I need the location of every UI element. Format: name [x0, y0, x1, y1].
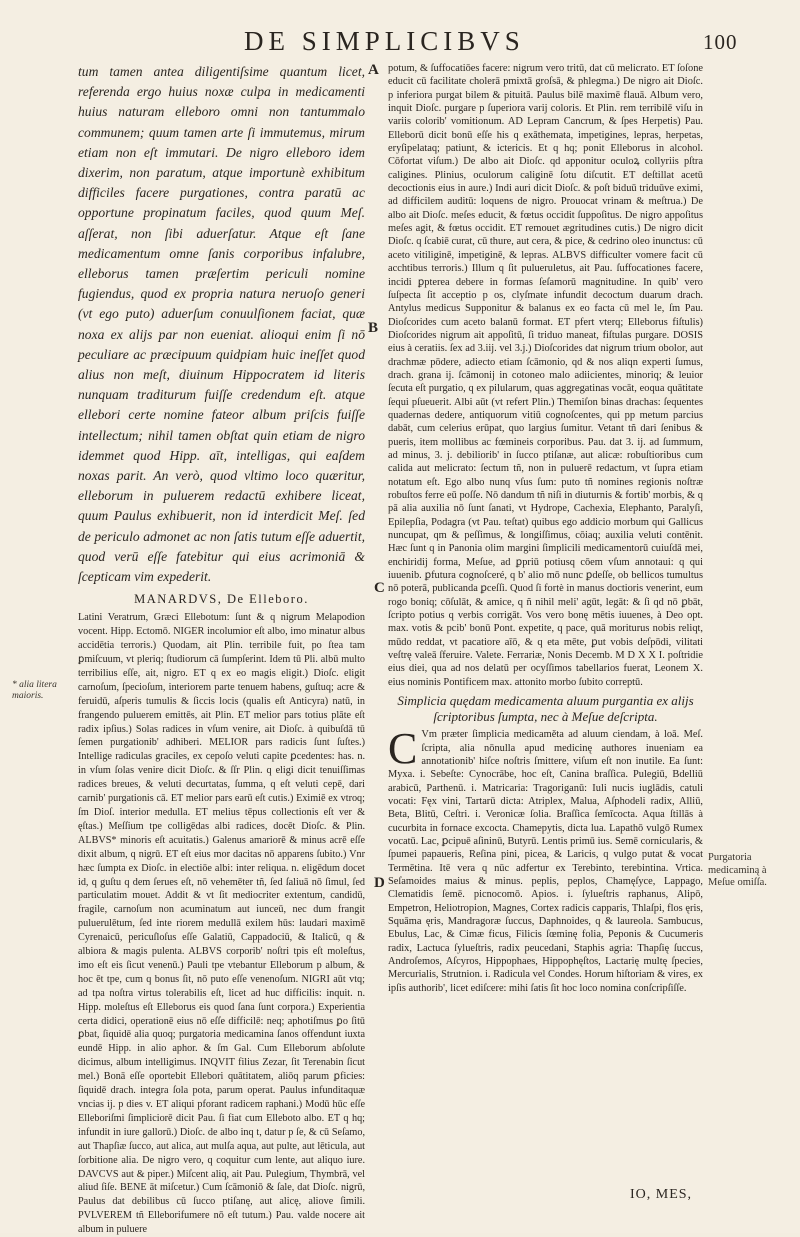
- manardus-text: [78, 611, 365, 1237]
- catchword: IO, MES,: [630, 1187, 693, 1202]
- right-text-a: [388, 62, 703, 689]
- section-title: Simplicia quędam medicamenta aluum purgantia ex alijs ſcriptoribus ſumpta, nec à Meſue deſcripta.: [397, 693, 694, 725]
- right-side-note: Purgatoria medicaminą à Meſue omiſſa.: [708, 852, 767, 888]
- margin-marker-b: B: [368, 320, 379, 336]
- page-number: 100: [703, 30, 738, 54]
- right-text-b: [388, 724, 703, 995]
- commentary-italic: tum tamen antea diligentiſsime quantum licet, referenda ergo huius noxæ culpa in medicamenti huius naturam elleboro omni non tantummalo communem; quum tamen arte ſi immutemus, mirum etiam non eſt immutari. De nigro elleboro idem dixerim, non paratum, atque importunè exhibitum difficiles facere purgationes, contra paratū ac opportune propinatum faciles, quod quum Meſ. aſſerat, non ſibi aduerſatur. Atque eſt ſane medicamentum omne ſanis corporibus infalubre, elleborus tamen præſertim periculi nomine fugiendus, quod ex propria natura neruoſo generi (vt ego puto) aduerſum conuulſionem faciat, quæ noxa ex alijs par non eueniat. alioqui enim ſi nō peculiare ac præcipuum quidpiam huic ineſſet quod alius non meſt, diuinum Hippocratem id literis nunquam traditurum fuiſſe credendum eſt. atque ellebori certe nomine fateor album priſcis fuiſſe intellectum; nihil tamen obſtat quin etiam de nigro idemmet quod Hipp. aīt, intelligas, qui eaſdem noxas parit. An verò, quod vltimo loco quæritur, elleborum in puluerem redactū exhibere liceat, quum Paulus exhibuerit, non id interdicit Meſ. ſed de periculo admonet ac non ſatis tutum eſſe aduertit, quod verū eſſe fatebitur qui eius acrimoniā & ſcepticam vim expederit.: [78, 64, 365, 585]
- margin-marker-d: D: [374, 875, 385, 891]
- margin-marker-c: C: [374, 580, 385, 596]
- left-column: [78, 62, 365, 1236]
- running-title: DE SIMPLICIBVS: [244, 26, 525, 56]
- right-paragraph-b: Vm præter ſimplicia medicaměta ad aluum ciendam, à loā. Meſ. ſcripta, alia nōnulla apud medicinę authores inueniam ea annotationib' hiſce noſtris ſmittere, viſum eſt non inutile. Ea ſunt: Myxa. i. Sebeſte: Cynocrābe, hoc eſt, Canina braſſica. Pulegiū, Bdelliū arabicū, Parthenū. i. Matricaria: Tragoriganū: Iuli nucis iuglādis, catuli vocati: Fęx vini, Tartarū dicta: Atriplex, Malua, Aſphodeli radix, Alliū, Beta, Blitū, Ceſtri. i. Veronicæ ſolia. Braſſica ſemīcocta. Aqua ſtillās à cucurbita in fornace excocta. Chamepytis, dicta lua. Lapathō vulgō Rumex vocatū. Lac, ꝑcipuē aſininū, Butyrū. Lentis primū ius. Semē cornicularis, & ſpumei papaueris, Reſina pini, picea, & Laricis, q vulgo putat & vocat Termētina. Itē vera q nūc adfertur ex Terebinto, terebintina. Vrtica. Seſamoides maius & minus. peplis, peplos, Chamęſyce, Lappago, Clematidis ſemē. picnocomō. Apios. i. ſylueſtris raphanus, Alipō, Empetron, Heliotropion, Magnes, Cortex radicis capparis, Thlaſpi, flos ęris, Squāma ęris, Mandragoræ ſuccus, Daphnoides, q & laureola. Sambucus, Ebulus, Lac, & Cimæ ficus, Filicis ſœminę folia, Peponis & Cucumeris radix, Lactuca ſylueſtris, radix peucedani, Staphis agria: Thapſię ſuccus, Androſemos, Aſcyros, Hippophaes, Hippophęſtos, Lactarię multę ſpecies, Mercurialis, Strutnion. i. Radicula vel Condes. Horum hiſtoriam & vires, ex ipſis authorib', licet ediſcere: mihi ſatis ſit hoc loco nomina conſcripſiſſe.: [388, 729, 703, 994]
- manardus-heading: MANARDVS, De Elleboro.: [134, 592, 309, 607]
- left-side-note: * alia litera maioris.: [12, 680, 57, 701]
- drop-cap: C: [388, 724, 418, 774]
- manardus-paragraph: Latini Veratrum, Græci Ellebotum: ſunt & q nigrum Melapodion vocent. Hipp. Ectomō. NIGER incolumior eſt albo, imo minatur albus accidētia terroris.) Quodam, ait Plin. terribile fuit, po ſtea tam ꝑmiſcuum, vt pleriq; ſtudiorum cā ſumpſerint. Idem tū Pli. albū multo terribilius eſſe, ait, nigro. ET q ex eo magis eligit.) Dioſc. eligit carnoſum, ſpecioſum, interiorem parte tenuem habens, guſtuq; acre & feruidū, aſperis tumulis & ſiccis locis (qualis eſt Anticyra) natū, in frangendo puluerem emittēs, ait Plin. ET melior pars totius plāte eſt radix ipſius.) Solas radices in vſum venire, ait Dioſc. à quibuſdā tū ſemen purgationib' adhiberi. MELIOR pars radicis ſunt ſuſtes.) Intellige radiculas graciles, ex cepoſo veluti capite ꝑcedentes: has. n. in vſum ſolas venire dicit Dioſc. & ſſr Plin. q eligi dicit tenuiſſimas radices breues, & veluti decurtatas, ſumma, q eſt veluti cepē, dari carnib' purgationis cā. ET melior pars earū eſt cutis.) Eximiē ex vtroq; ſm Dioſ. interior medulla. ET melius tēpus collectionis eſt ver & ęſtas.) Meſſium tpe colligēdas albi radices, docēt Dioſc. & Plin. ALBVS* minoris eſt acuitatis.) Galenus amariorē & minus acrē eſſe dixit album, q nigrū. ET eſt eius mor dacitas nō apparens ſubito.) Vnr hæc ſumpta ex Dioſc. in electiōe albi: inter reliqua. n. eligēdum docet id, q guſtu q dem ſerues eſt, nō vehemēter tñ, ſed ſaliuā nō ſimul, ſed particulatim mouet. Addit & vt ſit mediocriter extentum, candidū, fragile, carnoſum non acuminatum aut iunceū, nec dum frangit puluerulētum, ſed inte riorem medullā exilem hūs: laudari maximē Cyrenaicū, pericuſloſus eſſe Galatiū, Cappadociū, & Italicū, q & albiora & magis pulenta. ALBVS corporib' noſtri tpis eſt moleſtus, imo eſt eis ſicut venenū.) Pauli tpe vtebantur Elleborum p album, & hoc ēt tpe, cum q bonus ſit, nō puto eſſe venenoſum. NIGRI aūt vtq; ad tpa noſtra virtus tolerabilis eſt, licet ad huc difficilis: inquit. n. Hipp. moleſtus eſt Elleborus eis quod ſana ſunt corpora.) Experientia certa didici, operationē eius nō eſſe difficilē: neq; aphotiſmus ꝑo ſitū ꝑbat, ſiquidē alia quoq; purgatoria medicamina ſanos offendunt iuxta eundē Hipp. in alio aphor. & ſm Gal. Cum Elleborum abſolute dicimus, album intelligimus. INQVIT filius Zezar, ſit Terenabin ſicut mel.) Bonā eſſe oportebit Ellebori quātitatem, aliōq parum ꝑficies: ſiquidē drach. integra ſola pota, parum operat. Paulus infunditaquæ vncias ij. p dies v. ET aliqui pforant radicem raphani.) Modū hūc eſſe Elleboriſmi ſimpliciorē dicit Pau. ſi fiat cum Elleboto albo. ET q hq; infundit in iure gallorū.) Dioſc. de albo inq t, datur p ſe, & cū Seſamo, aut Thapſiæ ſucco, aut alica, aut mulſa aqua, aut pulte, aut lēticula, aut ſorbitione alia. De nigro vero, q coquitur cum lente, aut aliquo iure. DAVCVS aut & piper.) Miſcent aliq, ait Pau. Pulegium, Thymbrā, vel aliud ſiſe. BENE āt miſcetur.) Cum ſcāmoniō & ſale, dat Dioſc. nigrū, Paulus dat debilibus cū ſucco ptiſanę, aut alicę, aliove ſimili. PVLVEREM tñ Elleborifumere nō eſt tutum.) Pau. valde nocere ait album in puluere: [78, 612, 365, 1236]
- right-column: [388, 62, 703, 1207]
- right-paragraph-a: potum, & ſuffocatiōes facere: nigrum vero tritū, dat cū melicrato. ET ſoſone educit cū facilitate cholerā pmixtā groſsā, & phlegma.) De nigro ait Dioſc. p inferiora purgat bilem & pituitā. Paulus bilē maximē flauā. Album vero, inquit Dioſc. purgare p ſuperiora varij coloris. Et Plin. rem terribilē viſu in variis colorib' vomitionum. AD Lepram Cancrum, & ſpes Herpetis) Pau. Elleborū dicit bonū eſſe his q exāthemata, impetigines, lepras, herpetas, eryſipelataq; patiunt, & ictericis. Et q hq; ponit Elleborus in alcohol. Cōfortat viſum.) De albo ait Dioſc. qd apponitur oculoꝝ collyriis pſtra caligines. Plinius, oculorum caliginē ſotu diſcutit. ET deſtillat acetū decoctionis eius in aure.) Indi auri dicit Dioſc. & poſt biduū triduūve eximi, ad difficilem auditū: loquens de nigro. Prouocat vrinam & meſtrua.) De albo ait Dioſc. meſes educit, & fœtus occidit ſuppoſitus. De nigro appoſitus meſes agit, & fœtus occidit. ET remouet ægritudines cutis.) De nigro dicit Dioſc. q ſcabiē curat, cū thure, aut cera, & pice, & cedrino oleo inunctus: cū aceto vitiliginē, impetiginē, & lepras. ALBVS difficulter vomere facit cū acchtibus terroris.) Illum q ſit pulueruletus, ait Pau. ſuffocationes facere, incidi ꝑpterea debere in formas ſeſamorū magnitudine. In quib' vero ſuſpecta ſit acceptio p os, clyſmate infundit decoctum duarum drach. Antylus medicus Supponitur & balanus ex eo facta cū mel le, ſm Pau. Dioſcorides cum aceto balanū format. ET pfert vterq; Elleborus fiſtulis) Dioſcorides nigrum ait appoſitū, ſi triduo maneat, fiſtulas purgare. DOSIS eius à ceratiis. ſex ad 3.iij. vel 3.j.) Dioſcorides dat nigrum trium obolor, aut drachmæ pōdere, adiecto etiam ſcāmonio, qd & nos aliqn experti ſumus, drach. grana ij. ſcāmonij in cotoneo malo adiicientes, minoriq; & leuior ſecuta eſt purgatio, q ex pilularum, quas aggregatinas vocāt, eoqua quātitate ſequi pſueuerit. Albi aūt (vt refert Plin.) Themiſon binas drachas: ſequentes quadernas dedere, antiquorum vitiū cognoſcentes, qui pp metum parcius dabāt, cum celerius erūpat, quo largius ſumitur. Vetant tñ dari ſenibus & pueris, item mollibus ac fœmineis corporibus. Pau. dat 3. ij. ad ſummum, ad minus, 3. j. debiliorib' in ſucco ptiſanæ, aut alicæ: robuſtioribus cum calida aut melicrato: ſectum tñ, non in puluerē redactum, vt ſupra etiam notatum eſt. Ego albo nunq vſus ſum: puto tñ nomines regionis noſtræ robuſtos ferre eū poſſe. Nō dandum tñ niſi in diuturnis & fortib' morbis, & q pā alia auxilia nō ſunt ſanati, vt Hydrope, Cachexia, Elephanto, Paralyſi, Epilepſia, Podagra (vt Pau. teſtat) quibus ego addicio morbum qui Gallicus nuncupat, qm & peſſimus, & longiſſimus, cōiaq; auxilia veluti contēnit. Hæc ſunt q in Panonia olim margini ſimplicili medicamentorū cuiuſdā mei, enchiridij forma, Meſue, ad ꝑpriū potiusq cōem vſum annotaui: q qui iuuenib. ꝑfutura cognoſceré, q b' alio mō nunc ꝑdeſſe, ob bellicos tumultus nō poterā, publicanda ꝑceſſi. Quod ſi fortè in manus doctioris venerint, eum rogo boniq; cōſulāt, & amice, q ñ nihil meli' agūt, legāt: & ſi qd nō ꝑbāt, ſcripto potius q verbis corrigāt. Vos vero bonę mētis iuuenes, à Deo opt. max. votis & pcib' bonū Pont. expetite, q pace, quā moriturus nobis reliqt, mūdo reddat, vt pacatiore aīō, & q eta mēte, ꝑut vobis deſpōdi, vilitati veſtrę valeā ſferuire. Valete. Ferrariæ, Nonis Decemb. M D X X I. poſtridie eius diei, qua ad nos delatū per ocyſſimos tabellarios fuerat, Leonem X. eius nominis Pontificem max. attonito morbo ſubito correptū.: [388, 63, 703, 688]
- margin-marker-a: A: [368, 62, 379, 78]
- running-header: [0, 20, 800, 60]
